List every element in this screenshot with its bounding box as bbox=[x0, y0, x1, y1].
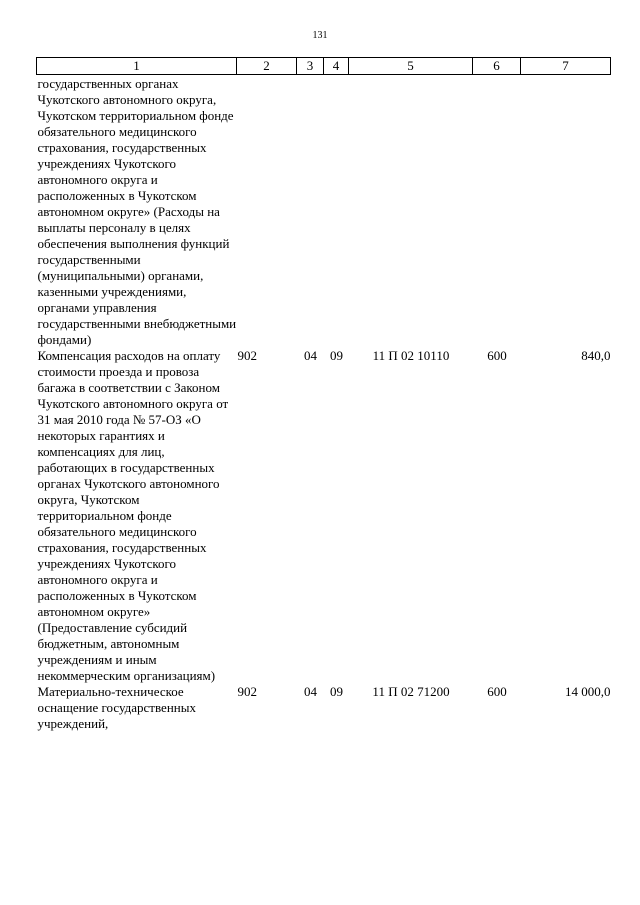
header-col-5: 5 bbox=[349, 58, 473, 75]
row-pr: 09 bbox=[330, 348, 343, 363]
header-col-1: 1 bbox=[37, 58, 237, 75]
header-col-3: 3 bbox=[297, 58, 324, 75]
header-col-6: 6 bbox=[473, 58, 521, 75]
row-grbs: 902 bbox=[237, 348, 257, 363]
row-amount bbox=[521, 75, 611, 349]
row-csr bbox=[349, 75, 473, 349]
row-grbs bbox=[237, 75, 297, 349]
header-col-7: 7 bbox=[521, 58, 611, 75]
row-rz: 04 bbox=[304, 348, 317, 363]
header-col-4: 4 bbox=[324, 58, 349, 75]
budget-table bbox=[36, 57, 611, 732]
row-pr bbox=[324, 75, 349, 349]
row-amount: 14 000,0 bbox=[565, 684, 611, 699]
table-row bbox=[37, 75, 611, 349]
table-row bbox=[37, 684, 611, 732]
row-name: Материально-техническое оснащение государственных учреждений, bbox=[37, 684, 196, 731]
row-vr bbox=[473, 75, 521, 349]
header-col-2: 2 bbox=[237, 58, 297, 75]
row-csr: 11 П 02 10110 bbox=[372, 348, 450, 363]
row-rz: 04 bbox=[304, 684, 317, 699]
row-vr: 600 bbox=[487, 348, 507, 363]
page-number: 131 bbox=[312, 30, 328, 41]
row-vr: 600 bbox=[487, 684, 507, 699]
header-row bbox=[37, 58, 611, 75]
table-row bbox=[37, 348, 611, 684]
row-name: Компенсация расходов на оплату стоимости проезда и провоза багажа в соответствии с Законом Чукотского автономного округа от 31 мая 2010 года № 57-ОЗ «О некоторых гарантиях и компенсациях для лиц, работающих в государственных органах Чукотского автономного округа, Чукотском территориальном фонде обязательного медицинского страхования, государственных учреждениях Чукотского автономного округа и расположенных в Чукотском автономном округе» (Предоставление субсидий бюджетным, автономным учреждениям и иным некоммерческим организациям) bbox=[37, 348, 229, 683]
row-grbs: 902 bbox=[237, 684, 257, 699]
row-rz bbox=[297, 75, 324, 349]
row-csr: 11 П 02 71200 bbox=[372, 684, 450, 699]
row-name: государственных органах Чукотского автономного округа, Чукотском территориальном фонде обязательного медицинского страхования, государственных учреждениях Чукотского автономного округа и расположенных в Чукотском автономном округе» (Расходы на выплаты персоналу в целях обеспечения выполнения функций государственными (муниципальными) органами, казенными учреждениями, органами управления государственными внебюджетными фондами) bbox=[37, 76, 237, 347]
table-header bbox=[37, 58, 611, 75]
row-amount: 840,0 bbox=[581, 348, 611, 363]
row-pr: 09 bbox=[330, 684, 343, 699]
table-body bbox=[37, 75, 611, 733]
